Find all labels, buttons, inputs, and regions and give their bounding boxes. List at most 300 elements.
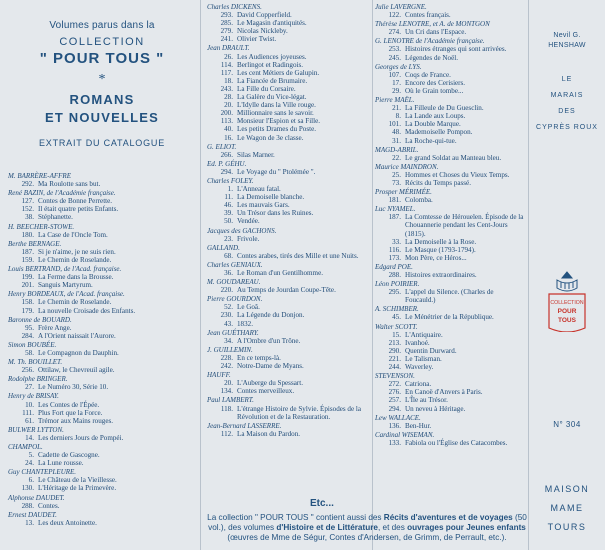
catalogue-author: Rodolphe BRINGER. <box>8 375 68 384</box>
title-number: 117. <box>220 68 233 77</box>
title-number: 266. <box>220 150 233 159</box>
catalogue-title <box>207 109 372 117</box>
title-text: Au Temps de Jourdan Coupe-Tête. <box>237 286 336 295</box>
catalogue-title <box>8 180 196 188</box>
note-bold: Récits d'aventures et de voyages <box>383 513 513 522</box>
catalogue-title <box>8 273 196 281</box>
title-text: L'appel du Silence. (Charles de Foucauld.) <box>405 288 494 305</box>
logo-text: COLLECTION <box>550 300 584 306</box>
title-text: Encore des Cerisiers. <box>405 78 466 87</box>
catalogue-title <box>8 417 196 425</box>
title-text: Millionnaire sans le savoir. <box>237 109 314 118</box>
title-number: 13. <box>25 518 34 527</box>
title-text: A l'Orient naissait l'Aurore. <box>38 331 116 340</box>
spine-author: HENSHAW <box>548 42 586 49</box>
title-text: Fabiola ou l'Église des Catacombes. <box>405 438 508 447</box>
catalogue-title <box>375 254 525 262</box>
catalogue-author: Charles FOLEY. <box>207 176 254 185</box>
title-number: 272. <box>388 380 401 389</box>
title-number: 28. <box>224 93 233 102</box>
catalogue-title <box>375 196 525 204</box>
title-number: 40. <box>224 125 233 134</box>
collection-note <box>206 513 528 543</box>
catalogue-title <box>207 217 372 225</box>
catalogue-title <box>375 363 525 371</box>
catalogue-title <box>207 387 372 395</box>
title-number: 1. <box>227 185 233 194</box>
title-text: Les deux Antoinette. <box>38 518 97 527</box>
title-text: Le Magasin d'antiquités. <box>237 19 307 28</box>
title-number: 36. <box>224 269 233 277</box>
catalogue-author: Paul LAMBERT. <box>207 396 254 405</box>
catalogue-author: H. BEECHER-STOWE. <box>8 222 75 231</box>
catalogue-author: Léon POIRIER. <box>375 280 420 289</box>
title-text: Contes. <box>38 501 60 510</box>
catalogue-title <box>207 61 372 69</box>
note-text: La collection " POUR TOUS " contient aussi des <box>207 513 384 522</box>
title-number: 113. <box>220 117 233 126</box>
title-text: Les derniers Jours de Pompéi. <box>38 433 124 442</box>
catalogue-title <box>375 331 525 339</box>
catalogue-title <box>207 27 372 35</box>
title-text: La Lande aux Loups. <box>405 112 466 121</box>
catalogue-title <box>8 366 196 374</box>
catalogue-author: HAUFF. <box>207 371 231 380</box>
spine-author: Nevil G. <box>553 32 581 39</box>
title-number: 173. <box>388 253 401 262</box>
title-text: Trémor aux Mains rouges. <box>38 416 114 425</box>
title-number: 292. <box>21 180 34 189</box>
catalogue-author: Jacques des GACHONS. <box>207 226 277 235</box>
header-collection: COLLECTION <box>59 36 145 48</box>
title-number: 243. <box>220 84 233 93</box>
title-number: 111. <box>22 408 34 417</box>
title-text: Les Contes de l'Épée. <box>38 400 100 409</box>
catalogue-author: Louis BERTRAND, de l'Acad. française. <box>8 265 122 274</box>
title-number: 58. <box>25 348 34 357</box>
title-number: 288. <box>388 271 401 279</box>
catalogue-title <box>207 117 372 125</box>
title-text: David Copperfield. <box>237 11 292 20</box>
title-text: Le Chemin de Roselande. <box>38 255 112 264</box>
title-number: 11. <box>224 193 233 202</box>
catalogue-title <box>207 85 372 93</box>
catalogue-title <box>375 137 525 145</box>
catalogue-title <box>375 179 525 187</box>
catalogue-title <box>375 112 525 120</box>
title-text: Le Ménétrier de la République. <box>405 313 494 322</box>
title-text: Ma Roulotte sans but. <box>38 180 101 189</box>
title-text: Monsieur l'Espion et sa Fille. <box>237 117 321 126</box>
title-number: 279. <box>220 27 233 36</box>
title-text: Le Talisman. <box>405 354 442 363</box>
catalogue-title <box>375 128 525 136</box>
title-text: Contes arabes, tirés des Mille et une Nuits. <box>237 251 359 260</box>
catalogue-author: Prosper MÉRIMÉE. <box>375 188 432 197</box>
title-number: 33. <box>392 237 401 246</box>
catalogue-author: CHAMPOL. <box>8 443 43 451</box>
title-text: La Demoiselle blanche. <box>237 193 305 202</box>
title-number: 244. <box>388 363 401 372</box>
title-text: La Maison du Pardon. <box>237 429 301 438</box>
title-number: 29. <box>392 86 401 95</box>
title-number: 107. <box>388 70 401 79</box>
title-number: 130. <box>21 484 34 493</box>
catalogue-author: Ernest DAUDET. <box>8 510 57 519</box>
catalogue-title <box>8 459 196 467</box>
catalogue-title <box>375 104 525 112</box>
catalogue-title <box>8 205 196 213</box>
title-number: 118. <box>220 404 233 413</box>
title-text: Cadette de Gascogne. <box>38 451 100 460</box>
catalogue-title <box>8 324 196 332</box>
title-number: 15. <box>392 330 401 339</box>
catalogue-title <box>8 307 196 315</box>
title-text: A l'Ombre d'un Trône. <box>237 336 301 345</box>
catalogue-author: Charles DICKENS. <box>207 3 262 11</box>
catalogue-author: M. GOUDAREAU. <box>207 278 261 287</box>
catalogue-title <box>375 271 525 279</box>
catalogue-author: Jean-Bernard LASSERRE. <box>207 421 282 430</box>
title-number: 187. <box>388 213 401 222</box>
catalogue-title <box>207 320 372 328</box>
title-text: Quentin Durward. <box>405 346 457 355</box>
catalogue-title <box>8 332 196 340</box>
title-number: 179. <box>21 306 34 315</box>
catalogue-title <box>207 19 372 27</box>
catalogue-author: G. LENOTRE de l'Académie française. <box>375 37 485 46</box>
title-text: La Double Marque. <box>405 120 461 129</box>
title-number: 220. <box>220 286 233 295</box>
title-number: 61. <box>25 416 34 425</box>
catalogue-title <box>375 71 525 79</box>
catalogue-author: M. BARRÈRE-AFFRE <box>8 172 71 180</box>
title-number: 116. <box>388 245 401 254</box>
title-number: 245. <box>388 53 401 62</box>
catalogue-author: A. SCHIMBER. <box>375 305 419 314</box>
catalogue-title <box>207 151 372 159</box>
title-number: 293. <box>220 11 233 20</box>
volume-number: N° 304 <box>553 420 581 429</box>
title-number: 228. <box>220 353 233 362</box>
header-pour-tous: " POUR TOUS " <box>39 50 165 67</box>
catalogue-author: STEVENSON. <box>375 372 415 381</box>
catalogue-title <box>8 349 196 357</box>
catalogue-author: Pierre GOURDON. <box>207 295 263 304</box>
catalogue-title <box>375 45 525 53</box>
title-text: Contes français. <box>405 11 451 20</box>
title-text: Mon Père, ce Héros... <box>405 253 467 262</box>
title-text: La Demoiselle à la Rose. <box>405 237 477 246</box>
title-number: 276. <box>388 388 401 397</box>
title-number: 6. <box>28 476 34 485</box>
title-text: Ottilaw, le Chevreuil agile. <box>38 366 115 375</box>
title-number: 26. <box>224 52 233 61</box>
title-number: 158. <box>21 298 34 307</box>
title-text: Légendes de Noël. <box>405 53 458 62</box>
catalogue-title <box>207 11 372 19</box>
title-text: Récits du Temps passé. <box>405 178 471 187</box>
title-text: Notre-Dame de Myans. <box>237 362 304 371</box>
catalogue-title <box>207 311 372 319</box>
catalogue-column-2 <box>207 3 372 438</box>
title-text: La Filleule de Du Guesclin. <box>405 104 484 113</box>
title-number: 180. <box>21 230 34 239</box>
title-number: 230. <box>220 311 233 320</box>
catalogue-title <box>207 286 372 294</box>
title-text: Coqs de France. <box>405 70 451 79</box>
catalogue-title <box>207 209 372 217</box>
catalogue-author: Alphonse DAUDET. <box>8 493 65 502</box>
title-number: 24. <box>25 459 34 468</box>
title-number: 242. <box>220 362 233 371</box>
title-text: Contes merveilleux. <box>237 387 295 396</box>
title-text: Le Wagon de 3e classe. <box>237 133 304 142</box>
catalogue-title <box>207 101 372 109</box>
title-number: 274. <box>388 28 401 37</box>
title-text: Il était quatre petits Enfants. <box>38 205 119 214</box>
title-number: 95. <box>25 323 34 332</box>
title-number: 38. <box>25 213 34 222</box>
title-number: 18. <box>224 76 233 85</box>
title-text: Les cent Métiers de Galupin. <box>237 68 320 77</box>
title-text: Hommes et Choses du Vieux Temps. <box>405 170 510 179</box>
title-number: 199. <box>21 273 34 282</box>
title-text: Les mauvais Gars. <box>237 201 290 210</box>
catalogue-author: J. GUILLEMIN. <box>207 345 253 354</box>
catalogue-title <box>8 451 196 459</box>
title-text: Waverley. <box>405 363 434 372</box>
title-text: Le Roman d'un Gentilhomme. <box>237 269 323 277</box>
title-text: Le Numéro 30, Série 10. <box>38 383 109 392</box>
title-number: 294. <box>388 404 401 413</box>
title-text: Le Chemin de Roselande. <box>38 298 112 307</box>
catalogue-title <box>207 362 372 370</box>
catalogue-author: Walter SCOTT. <box>375 322 418 331</box>
title-text: Silas Marner. <box>237 150 275 159</box>
title-text: Le Compagnon du Dauphin. <box>38 348 119 357</box>
catalogue-title <box>207 252 372 260</box>
title-text: Vendée. <box>237 217 260 226</box>
title-text: Un Cri dans l'Espace. <box>405 28 467 37</box>
title-text: Ivanhoé. <box>405 338 430 347</box>
catalogue-author: René BAZIN, de l'Académie française. <box>8 189 116 198</box>
catalogue-title <box>375 339 525 347</box>
title-text: Un neveu à Héritage. <box>405 404 466 413</box>
catalogue-author: Henry de BRISAY. <box>8 392 59 401</box>
catalogue-title <box>375 87 525 95</box>
title-number: 295. <box>388 288 401 297</box>
title-number: 253. <box>388 45 401 54</box>
header-romans: ROMANS <box>69 92 135 107</box>
catalogue-title <box>8 476 196 484</box>
catalogue-title <box>207 201 372 209</box>
title-number: 50. <box>224 217 233 226</box>
catalogue-title <box>375 154 525 162</box>
title-number: 8. <box>395 112 401 121</box>
catalogue-title <box>8 519 196 527</box>
title-text: Berlingot et Radingois. <box>237 60 304 69</box>
title-text: L'Anneau fatal. <box>237 185 281 194</box>
catalogue-title <box>207 303 372 311</box>
asterisk-icon: * <box>98 72 106 87</box>
catalogue-title <box>375 422 525 430</box>
catalogue-title <box>207 193 372 201</box>
catalogue-title <box>207 69 372 77</box>
title-text: Les petits Drames du Poste. <box>237 125 317 134</box>
title-text: La Légende du Donjon. <box>237 311 305 320</box>
publisher: MAME <box>550 503 584 513</box>
title-text: La Case de l'Oncle Tom. <box>38 230 108 239</box>
title-number: 22. <box>392 153 401 162</box>
title-number: 201. <box>21 281 34 290</box>
catalogue-title <box>8 231 196 239</box>
collection-logo-icon <box>543 270 591 332</box>
catalogue-title <box>8 197 196 205</box>
catalogue-title <box>207 35 372 43</box>
title-text: Où le Grain tombe... <box>405 86 464 95</box>
catalogue-title <box>8 434 196 442</box>
catalogue-author: Baronne de BOUARD. <box>8 315 72 324</box>
title-text: Le Masque (1793-1794). <box>405 245 476 254</box>
title-number: 20. <box>224 379 233 388</box>
fold-line <box>372 0 373 550</box>
catalogue-title <box>375 54 525 62</box>
catalogue-title <box>207 430 372 438</box>
spine-title: CYPRÈS ROUX <box>536 124 598 131</box>
title-number: 25. <box>392 170 401 179</box>
catalogue-author: BULWER LYTTON. <box>8 425 64 434</box>
fold-line <box>200 0 201 550</box>
catalogue-title <box>207 235 372 243</box>
title-text: L'étrange Histoire de Sylvie. Épisodes de la Révolution et de la Restauration. <box>237 404 362 421</box>
title-number: 221. <box>388 354 401 363</box>
title-text: L'Idylle dans la Ville rouge. <box>237 101 316 110</box>
catalogue-title <box>8 213 196 221</box>
catalogue-title <box>8 484 196 492</box>
title-number: 136. <box>388 421 401 430</box>
title-number: 27. <box>25 383 34 392</box>
title-number: 43. <box>224 319 233 328</box>
title-text: La Comtesse de Hérouelen. Épisode de la Chouannerie pendant les Cent-Jours (1815). <box>405 213 524 238</box>
title-number: 133. <box>388 438 401 447</box>
title-text: La Galère du Vice-légat. <box>237 93 307 102</box>
title-text: L'Île au Trésor. <box>405 396 448 405</box>
title-text: L'Auberge du Spessart. <box>237 379 303 388</box>
note-text: (50 vol.), des volumes <box>208 513 527 532</box>
title-number: 213. <box>388 338 401 347</box>
title-text: Sanguis Martyrum. <box>38 281 93 290</box>
catalogue-title <box>207 53 372 61</box>
catalogue-title <box>8 383 196 391</box>
title-text: La Fiancée de Brumaire. <box>237 76 308 85</box>
spine-title: MARAIS <box>550 92 584 99</box>
catalogue-title <box>375 347 525 355</box>
catalogue-title <box>8 256 196 264</box>
title-number: 48. <box>392 128 401 137</box>
publisher: TOURS <box>547 522 587 532</box>
catalogue-title <box>8 281 196 289</box>
catalogue-title <box>207 354 372 362</box>
catalogue-title <box>207 185 372 193</box>
title-number: 159. <box>21 255 34 264</box>
catalogue-author: Henry BORDEAUX, de l'Acad. française. <box>8 290 125 299</box>
catalogue-author: Luc NYAMEL. <box>375 205 416 214</box>
title-number: 73. <box>392 178 401 187</box>
catalogue-title <box>207 168 372 176</box>
title-number: 127. <box>21 197 34 206</box>
catalogue-title <box>207 269 372 277</box>
title-text: La nouvelle Croisade des Enfants. <box>38 306 136 315</box>
catalogue-author: GALLAND. <box>207 243 240 252</box>
catalogue-author: Thérèse LENOTRE, et A. de MONTGON <box>375 20 490 29</box>
title-text: Catriona. <box>405 380 432 389</box>
title-number: 20. <box>224 101 233 110</box>
title-text: Stéphanette. <box>38 213 73 222</box>
catalogue-title <box>8 248 196 256</box>
catalogue-header <box>8 20 196 148</box>
title-number: 122. <box>388 11 401 20</box>
catalogue-author: Julie LAVERGNE. <box>375 3 427 11</box>
catalogue-author: Charles GENIAUX. <box>207 260 263 269</box>
title-number: 152. <box>21 205 34 214</box>
logo-text: POUR <box>557 308 577 315</box>
title-number: 114. <box>220 60 233 69</box>
spine-title: DES <box>558 108 576 115</box>
title-text: Le Voyage du " Ptolémée ". <box>237 167 316 176</box>
catalogue-author: Lew WALLACE. <box>375 413 421 422</box>
title-text: 1832. <box>237 319 253 328</box>
title-number: 285. <box>220 19 233 28</box>
catalogue-author: Jean GUÉTHARY. <box>207 328 259 337</box>
title-number: 23. <box>224 234 233 243</box>
book-spine <box>529 0 605 550</box>
catalogue-column-3 <box>375 3 525 447</box>
title-number: 17. <box>392 78 401 87</box>
title-text: Le grand Soldat au Manteau bleu. <box>405 153 502 162</box>
catalogue-title <box>8 409 196 417</box>
title-text: La Ferme dans la Brousse. <box>38 273 114 282</box>
title-text: Histoires étranges qui sont arrivées. <box>405 45 507 54</box>
catalogue-title <box>207 125 372 133</box>
catalogue-title <box>375 79 525 87</box>
title-text: La Fille du Corsaire. <box>237 84 296 93</box>
catalogue-title <box>207 379 372 387</box>
publisher: MAISON <box>544 484 590 494</box>
title-text: L'Antiquaire. <box>405 330 443 339</box>
title-text: Plus Fort que la Force. <box>38 408 103 417</box>
catalogue-column-1 <box>8 172 196 527</box>
title-text: Frivole. <box>237 234 260 243</box>
title-text: Le Château de la Vieillesse. <box>38 476 117 485</box>
title-number: 290. <box>388 346 401 355</box>
catalogue-author: Cardinal WISEMAN. <box>375 430 435 439</box>
title-text: La Lune rousse. <box>38 459 84 468</box>
catalogue-author: Guy CHANTEPLEURE. <box>8 468 77 477</box>
catalogue-title <box>375 396 525 404</box>
header-intro: Volumes parus dans la <box>49 20 155 31</box>
catalogue-author: Georges de LYS. <box>375 62 422 71</box>
catalogue-author: Edgard POE. <box>375 262 413 271</box>
catalogue-author: M. Th. BOUILLET. <box>8 358 63 367</box>
title-text: Les Audiences joyeuses. <box>237 52 307 61</box>
title-text: Un Trésor dans les Ruines. <box>237 209 314 218</box>
catalogue-title <box>375 28 525 36</box>
catalogue-title <box>375 246 525 254</box>
title-number: 10. <box>25 400 34 409</box>
title-number: 45. <box>392 313 401 322</box>
title-text: Olivier Twist. <box>237 35 277 44</box>
